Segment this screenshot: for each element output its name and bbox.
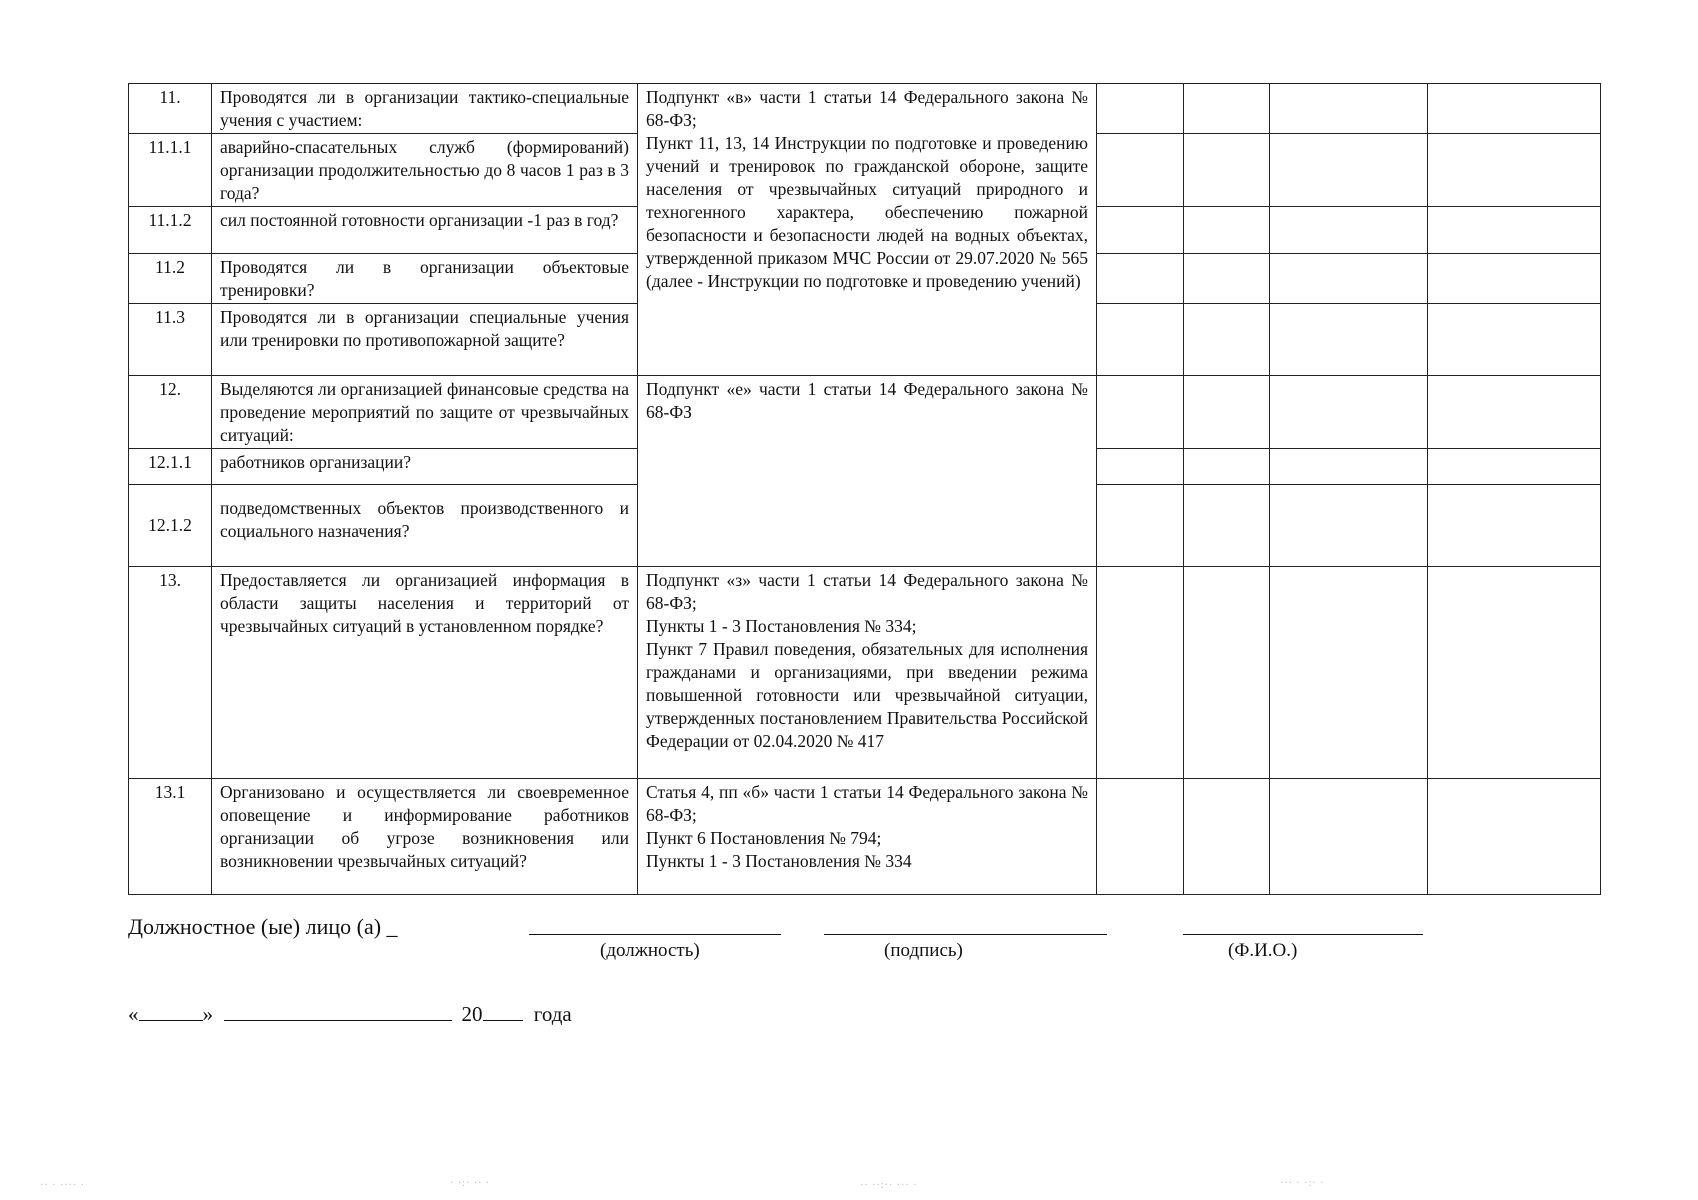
answer-na-cell[interactable] <box>1270 779 1428 895</box>
answer-yes-cell[interactable] <box>1097 779 1184 895</box>
question-text: Проводятся ли в организации тактико-специальные учения с участием: <box>212 84 638 134</box>
notes-cell[interactable] <box>1428 376 1601 449</box>
question-text: работников организации? <box>212 449 638 485</box>
answer-no-cell[interactable] <box>1184 207 1270 254</box>
notes-cell[interactable] <box>1428 567 1601 779</box>
question-text: сил постоянной готовности организации -1 раз в год? <box>212 207 638 254</box>
answer-no-cell[interactable] <box>1184 84 1270 134</box>
answer-yes-cell[interactable] <box>1097 485 1184 567</box>
row-number: 13. <box>129 567 212 779</box>
year-prefix: 20 <box>461 1002 483 1026</box>
question-text: Выделяются ли организацией финансовые средства на проведение мероприятий по защите от чрезвычайных ситуаций: <box>212 376 638 449</box>
answer-yes-cell[interactable] <box>1097 84 1184 134</box>
reference-line: Пункт 7 Правил поведения, обязательных для исполнения гражданами и организациями, при введении режима повышенной готовности или чрезвычайной ситуации, утвержденных постановлением Правительства Российской Федерации от 02.04.2020 № 417 <box>646 639 1088 751</box>
signature-line[interactable] <box>824 934 1107 935</box>
name-line[interactable] <box>1183 934 1423 935</box>
open-quote: « <box>128 1002 139 1026</box>
question-text: Предоставляется ли организацией информация в области защиты населения и территорий от чрезвычайных ситуаций в установленном порядке? <box>212 567 638 779</box>
checklist-table <box>128 83 1601 895</box>
answer-na-cell[interactable] <box>1270 254 1428 304</box>
row-number: 11.1.2 <box>129 207 212 254</box>
answer-yes-cell[interactable] <box>1097 207 1184 254</box>
table-row <box>129 567 1601 779</box>
question-text: Проводятся ли в организации объектовые тренировки? <box>212 254 638 304</box>
reference-line: Подпункт «в» части 1 статьи 14 Федерального закона № 68-ФЗ; <box>646 87 1088 130</box>
reference-line: Подпункт «е» части 1 статьи 14 Федерального закона № 68-ФЗ <box>646 379 1088 422</box>
answer-no-cell[interactable] <box>1184 449 1270 485</box>
table-row <box>129 376 1601 449</box>
position-caption: (должность) <box>600 940 700 961</box>
reference-line: Подпункт «з» части 1 статьи 14 Федерального закона № 68-ФЗ; <box>646 570 1088 613</box>
answer-na-cell[interactable] <box>1270 207 1428 254</box>
reference-line: Пункт 11, 13, 14 Инструкции по подготовке и проведению учений и тренировок по гражданской обороне, защите населения от чрезвычайных ситуаций природного и техногенного характера, обеспечению пожарной безопасности и безопасности людей на водных объектах, утвержденной приказом МЧС России от 29.07.2020 № 565 (далее - Инструкции по подготовке и проведению учений) <box>646 133 1088 291</box>
answer-na-cell[interactable] <box>1270 485 1428 567</box>
row-number: 12.1.1 <box>129 449 212 485</box>
answer-na-cell[interactable] <box>1270 304 1428 376</box>
table-row <box>129 84 1601 134</box>
official-label: Должностное (ые) лицо (а) _ <box>128 914 398 939</box>
answer-na-cell[interactable] <box>1270 376 1428 449</box>
legal-reference <box>638 567 1097 779</box>
date-line <box>128 1000 572 1027</box>
question-text: Проводятся ли в организации специальные учения или тренировки по противопожарной защите? <box>212 304 638 376</box>
answer-no-cell[interactable] <box>1184 567 1270 779</box>
answer-no-cell[interactable] <box>1184 779 1270 895</box>
notes-cell[interactable] <box>1428 84 1601 134</box>
month-field[interactable] <box>224 1000 452 1021</box>
answer-yes-cell[interactable] <box>1097 376 1184 449</box>
question-text: Организовано и осуществляется ли своевременное оповещение и информирование работников организации об угрозе возникновения или возникновении чрезвычайных ситуаций? <box>212 779 638 895</box>
answer-no-cell[interactable] <box>1184 134 1270 207</box>
name-caption: (Ф.И.О.) <box>1228 940 1298 961</box>
notes-cell[interactable] <box>1428 304 1601 376</box>
answer-yes-cell[interactable] <box>1097 567 1184 779</box>
scan-speck: · ·:· ·· · <box>450 1178 491 1189</box>
notes-cell[interactable] <box>1428 207 1601 254</box>
question-text: подведомственных объектов производственного и социального назначения? <box>212 485 638 567</box>
row-number: 11.3 <box>129 304 212 376</box>
notes-cell[interactable] <box>1428 134 1601 207</box>
scan-speck: ·· ··:·· ··· · <box>860 1180 918 1191</box>
legal-reference <box>638 84 1097 376</box>
row-number: 13.1 <box>129 779 212 895</box>
notes-cell[interactable] <box>1428 254 1601 304</box>
answer-no-cell[interactable] <box>1184 376 1270 449</box>
reference-line: Пункты 1 - 3 Постановления № 334 <box>646 851 912 871</box>
position-line[interactable] <box>529 934 781 935</box>
signature-caption: (подпись) <box>884 940 963 961</box>
answer-na-cell[interactable] <box>1270 567 1428 779</box>
reference-line: Пункты 1 - 3 Постановления № 334; <box>646 616 917 636</box>
close-quote: » <box>202 1002 213 1026</box>
day-field[interactable] <box>139 1000 203 1021</box>
legal-reference <box>638 376 1097 567</box>
scan-speck: ·· · ···· · <box>40 1180 86 1191</box>
answer-yes-cell[interactable] <box>1097 254 1184 304</box>
answer-no-cell[interactable] <box>1184 304 1270 376</box>
question-text: аварийно-спасательных служб (формирований) организации продолжительностью до 8 часов 1 раз в 3 года? <box>212 134 638 207</box>
notes-cell[interactable] <box>1428 449 1601 485</box>
scan-speck: ··· · ·:· · <box>1280 1178 1325 1189</box>
row-number: 11.2 <box>129 254 212 304</box>
answer-yes-cell[interactable] <box>1097 304 1184 376</box>
answer-na-cell[interactable] <box>1270 134 1428 207</box>
row-number: 12.1.2 <box>129 485 212 567</box>
answer-na-cell[interactable] <box>1270 84 1428 134</box>
answer-na-cell[interactable] <box>1270 449 1428 485</box>
answer-no-cell[interactable] <box>1184 485 1270 567</box>
year-suffix: года <box>533 1002 572 1026</box>
row-number: 12. <box>129 376 212 449</box>
year-field[interactable] <box>483 1000 523 1021</box>
notes-cell[interactable] <box>1428 779 1601 895</box>
reference-line: Пункт 6 Постановления № 794; <box>646 828 882 848</box>
reference-line: Статья 4, пп «б» части 1 статьи 14 Федерального закона № 68-ФЗ; <box>646 782 1088 825</box>
row-number: 11.1.1 <box>129 134 212 207</box>
table-row <box>129 779 1601 895</box>
notes-cell[interactable] <box>1428 485 1601 567</box>
answer-yes-cell[interactable] <box>1097 134 1184 207</box>
answer-yes-cell[interactable] <box>1097 449 1184 485</box>
legal-reference <box>638 779 1097 895</box>
answer-no-cell[interactable] <box>1184 254 1270 304</box>
row-number: 11. <box>129 84 212 134</box>
